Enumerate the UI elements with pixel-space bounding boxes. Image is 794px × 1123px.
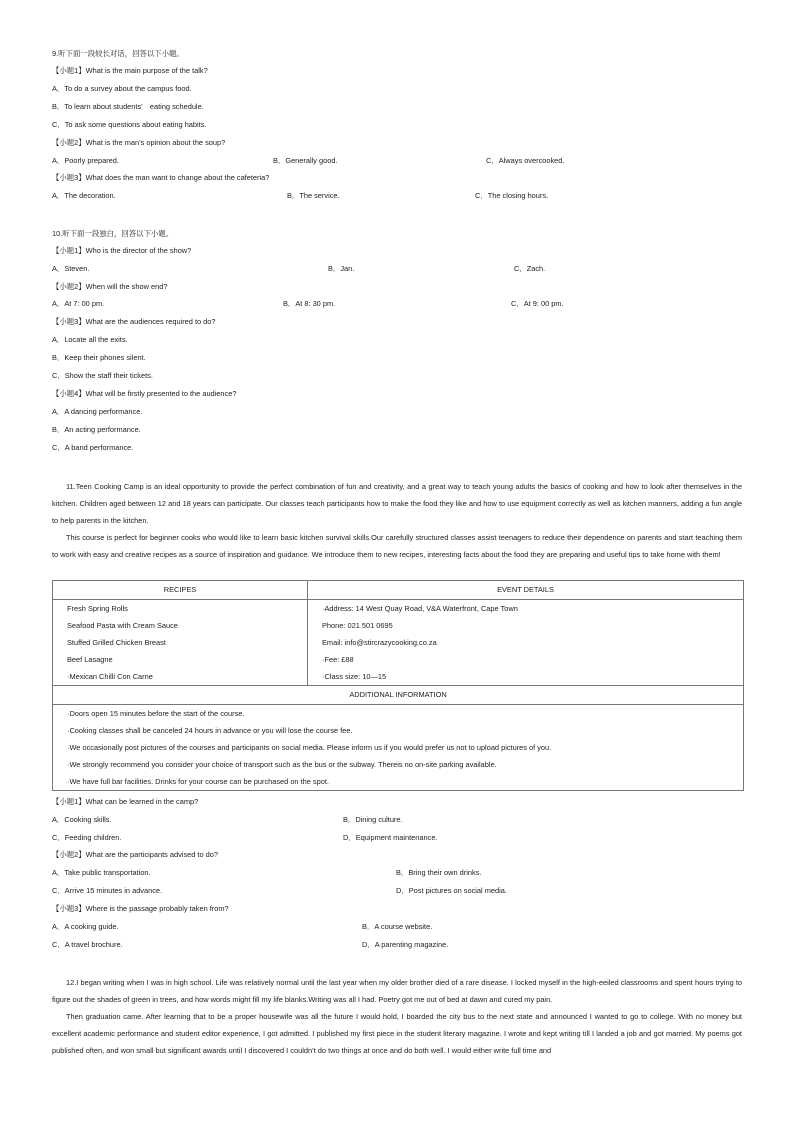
q11-3-option-c: C．A travel brochure. (52, 940, 123, 949)
q10-1-option-c: C．Zach. (514, 264, 546, 273)
event-class-size: ·Class size: 10—15 (322, 672, 387, 681)
additional-info-header: ADDITIONAL INFORMATION (53, 686, 744, 705)
q10-2-option-a: A．At 7: 00 pm. (52, 299, 105, 308)
q12-paragraph-1: 12.I began writing when I was in high school. Life was relatively normal until the last year when my older brother died of a rare disease. I locked myself in the high-eeiled classrooms and spent hours trying to figure out the shades of green in trees, and how words might fill my life blanks.Writing was all I had. Poetry got me out of bed at dawn and cured my pain. (52, 978, 742, 1004)
q10-intro: 10.听下面一段独白，回答以下小题。 (52, 229, 174, 238)
q11-2-option-c: C．Arrive 15 minutes in advance. (52, 886, 163, 895)
additional-info-list (53, 705, 744, 791)
q11-1-option-b: B．Dining culture. (343, 815, 403, 824)
q11-3-option-b: B．A course website. (362, 922, 433, 931)
q11-1-option-a: A．Cooking skills. (52, 815, 112, 824)
event-details-header: EVENT DETAILS (308, 581, 744, 600)
q9-1-option-b: B．To learn about students’ eating schedule. (52, 102, 204, 111)
event-fee: ·Fee: £88 (322, 655, 354, 664)
recipe-item: Stuffed Grilled Chicken Breast (67, 638, 166, 647)
camp-info-table (52, 580, 744, 791)
q9-2-option-b: B．Generally good. (273, 156, 338, 165)
q11-3-question: 【小题3】Where is the passage probably taken from? (52, 904, 229, 913)
q10-3-option-c: C．Show the staff their tickets. (52, 371, 153, 380)
additional-info-item: ·We occasionally post pictures of the courses and participants on social media. Please inform us if you would prefer us not to upload pictures of you. (67, 743, 552, 752)
additional-info-item: ·We have full bar facilities. Drinks for your course can be purchased on the spot. (67, 777, 329, 786)
q11-1-question: 【小题1】What can be learned in the camp? (52, 797, 199, 806)
q10-2-option-b: B．At 8: 30 pm. (283, 299, 336, 308)
recipe-item: Seafood Pasta with Cream Sauce (67, 621, 178, 630)
recipes-header: RECIPES (53, 581, 308, 600)
recipe-item: Fresh Spring Rolls (67, 604, 128, 613)
q10-4-option-c: C．A band performance. (52, 443, 134, 452)
recipe-item: Beef Lasagne (67, 655, 113, 664)
q9-1-option-c: C．To ask some questions about eating habits. (52, 120, 207, 129)
q9-1-question: 【小题1】What is the main purpose of the talk? (52, 66, 208, 75)
q10-4-option-b: B．An acting performance. (52, 425, 141, 434)
q9-intro: 9.听下面一段较长对话，回答以下小题。 (52, 49, 184, 58)
q10-2-question: 【小题2】When will the show end? (52, 282, 168, 291)
q10-3-option-a: A．Locate all the exits. (52, 335, 128, 344)
q10-4-option-a: A．A dancing performance. (52, 407, 143, 416)
q11-2-option-d: D．Post pictures on social media. (396, 886, 507, 895)
q10-4-question: 【小题4】What will be firstly presented to the audience? (52, 389, 237, 398)
event-email: Email: info@stircrazycooking.co.za (322, 638, 437, 647)
additional-info-item: ·Doors open 15 minutes before the start of the course. (67, 709, 245, 718)
q10-1-option-b: B．Jan. (328, 264, 355, 273)
additional-info-item: ·Cooking classes shall be canceled 24 hours in advance or you will lose the course fee. (67, 726, 353, 735)
q9-3-option-c: C．The closing hours. (475, 191, 549, 200)
q9-1-option-a: A．To do a survey about the campus food. (52, 84, 192, 93)
q11-2-option-a: A．Take public transportation. (52, 868, 151, 877)
q11-3-option-a: A．A cooking guide. (52, 922, 119, 931)
q9-2-option-c: C．Always overcooked. (486, 156, 565, 165)
q11-2-question: 【小题2】What are the participants advised to do? (52, 850, 218, 859)
q11-2-option-b: B．Bring their own drinks. (396, 868, 482, 877)
q11-1-option-c: C．Feeding children. (52, 833, 122, 842)
q10-3-question: 【小题3】What are the audiences required to do? (52, 317, 216, 326)
additional-info-item: ·We strongly recommend you consider your choice of transport such as the bus or the subway. Thereis no on-site parking available. (67, 760, 497, 769)
q11-paragraph-1: 11.Teen Cooking Camp is an ideal opportunity to provide the perfect combination of fun and creativity, and a great way to teach young adults the basics of cooking and how to look after themselves in the kitchen. Children aged between 12 and 18 years can participate. Our classes teach participants how to make the food they like and how to use equipment correctly as well as kitchen manners, adding a fun angle to help parents in the kitchen. (52, 482, 742, 525)
q9-3-option-a: A．The decoration. (52, 191, 116, 200)
q9-2-question: 【小题2】What is the man’s opinion about the soup? (52, 138, 226, 147)
recipes-list (53, 600, 308, 686)
q10-1-option-a: A．Steven. (52, 264, 90, 273)
q9-3-option-b: B．The service. (287, 191, 340, 200)
q9-2-option-a: A．Poorly prepared. (52, 156, 119, 165)
q11-paragraph-2: This course is perfect for beginner cooks who would like to learn basic kitchen survival skills.Our carefully structured classes assist teenagers to reduce their dependence on parents and start teaching them to work with easy and creative recipes as a source of inspiration and guidance. We introduce them to new recipes, interesting facts about the food they are preparing and useful tips to take home with them! (52, 533, 742, 559)
q11-3-option-d: D．A parenting magazine. (362, 940, 449, 949)
q10-2-option-c: C．At 9: 00 pm. (511, 299, 564, 308)
event-address: ·Address: 14 West Quay Road, V&A Waterfront, Cape Town (322, 604, 518, 613)
q12-paragraph-2: Then graduation came. After learning that to be a proper housewife was all the future I would hold, I boarded the city bus to the next state and announced I wanted to go to college. With no money but excellent academic performance and student editor experience, I got admitted. I published my first piece in the student literary magazine. I wrote and kept writing till I landed a job and got married. My poems got published often, and won small but significant awards until I discovered I couldn’t do two things at once and do both well. I would either write full time and (52, 1012, 742, 1055)
recipe-item: ·Mexican Chilli Con Carne (67, 672, 153, 681)
q11-1-option-d: D．Equipment maintenance. (343, 833, 438, 842)
q10-3-option-b: B．Keep their phones silent. (52, 353, 146, 362)
event-details-list (308, 600, 744, 686)
q10-1-question: 【小题1】Who is the director of the show? (52, 246, 192, 255)
q9-3-question: 【小题3】What does the man want to change about the cafeteria? (52, 173, 270, 182)
event-phone: Phone: 021 501 0695 (322, 621, 393, 630)
